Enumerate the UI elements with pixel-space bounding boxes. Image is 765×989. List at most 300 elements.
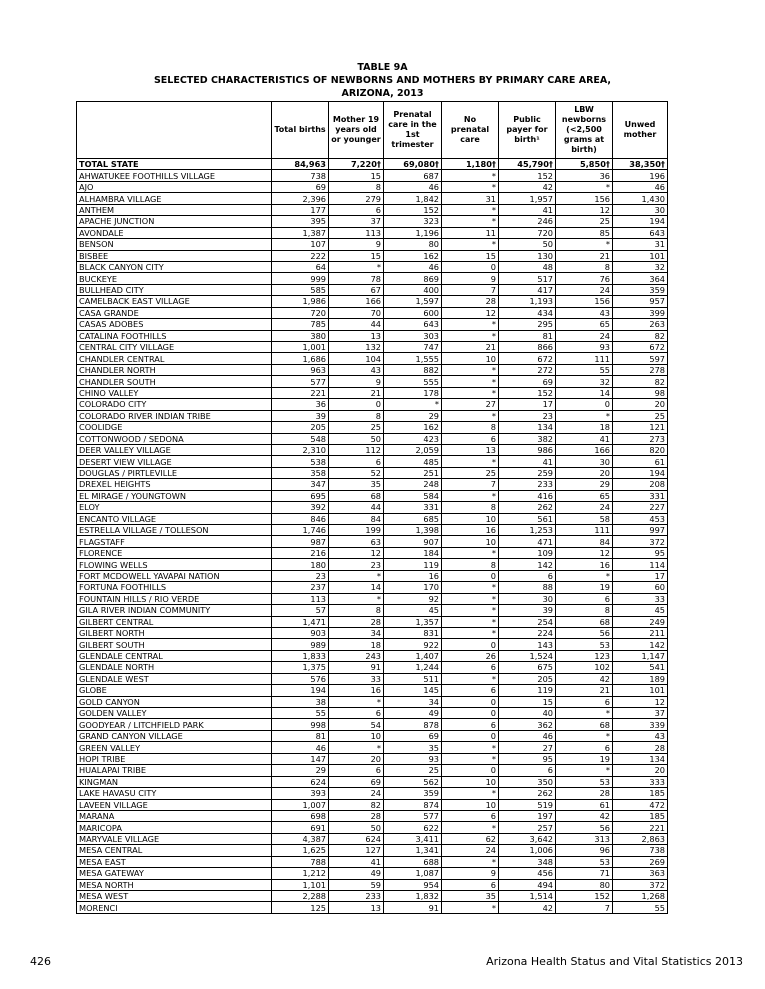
table-row — [77, 799, 668, 810]
value-cell: 1,842 — [384, 193, 442, 204]
value-cell: 25 — [613, 410, 668, 421]
value-cell: 178 — [384, 387, 442, 398]
value-cell: 32 — [556, 376, 613, 387]
area-name-cell: CASA GRANDE — [77, 307, 272, 318]
value-cell: 216 — [272, 547, 329, 558]
table-row — [77, 673, 668, 684]
table-row — [77, 788, 668, 799]
value-cell: 19 — [556, 753, 613, 764]
value-cell: 67 — [329, 284, 384, 295]
value-cell: 82 — [329, 799, 384, 810]
value-cell: 50 — [329, 433, 384, 444]
value-cell: 561 — [499, 513, 556, 524]
table-row — [77, 582, 668, 593]
value-cell: 41 — [499, 456, 556, 467]
value-cell: 55 — [556, 364, 613, 375]
area-name-cell: DOUGLAS / PIRTLEVILLE — [77, 467, 272, 478]
table-subtitle: SELECTED CHARACTERISTICS OF NEWBORNS AND MOTHERS BY PRIMARY CARE AREA, — [153, 75, 612, 86]
area-name-cell: CHANDLER SOUTH — [77, 376, 272, 387]
area-name-cell: MORENCI — [77, 902, 272, 913]
value-cell: 24 — [556, 330, 613, 341]
value-cell: 30 — [499, 593, 556, 604]
value-cell: 16 — [384, 570, 442, 581]
table-row — [77, 444, 668, 455]
value-cell: 541 — [613, 662, 668, 673]
table-row — [77, 284, 668, 295]
value-cell: 1,407 — [384, 650, 442, 661]
value-cell: 597 — [613, 353, 668, 364]
value-cell: 82 — [613, 376, 668, 387]
value-cell: 156 — [556, 193, 613, 204]
data-table — [76, 101, 668, 914]
value-cell: 33 — [329, 673, 384, 684]
value-cell: 372 — [613, 879, 668, 890]
value-cell: 33 — [613, 593, 668, 604]
area-name-cell: GREEN VALLEY — [77, 742, 272, 753]
value-cell: 1,524 — [499, 650, 556, 661]
value-cell: * — [442, 387, 499, 398]
value-cell: 28 — [329, 810, 384, 821]
value-cell: 57 — [272, 605, 329, 616]
value-cell: 185 — [613, 788, 668, 799]
header-no-prenatal: No prenatal care — [442, 102, 499, 159]
value-cell: * — [442, 627, 499, 638]
area-name-cell: MARICOPA — [77, 822, 272, 833]
value-cell: * — [442, 902, 499, 913]
area-name-cell: BENSON — [77, 239, 272, 250]
value-cell: 30 — [556, 456, 613, 467]
value-cell: 233 — [329, 891, 384, 902]
value-cell: * — [556, 410, 613, 421]
value-cell: 350 — [499, 776, 556, 787]
value-cell: 69 — [384, 730, 442, 741]
value-cell: 42 — [556, 673, 613, 684]
value-cell: 9 — [442, 273, 499, 284]
value-cell: 989 — [272, 639, 329, 650]
value-cell: 584 — [384, 490, 442, 501]
table-row — [77, 627, 668, 638]
value-cell: 55 — [272, 708, 329, 719]
table-row — [77, 467, 668, 478]
table-row — [77, 159, 668, 170]
value-cell: 58 — [556, 513, 613, 524]
value-cell: 49 — [384, 708, 442, 719]
table-row — [77, 353, 668, 364]
value-cell: 13 — [329, 330, 384, 341]
value-cell: 134 — [613, 753, 668, 764]
area-name-cell: ENCANTO VILLAGE — [77, 513, 272, 524]
area-name-cell: ALHAMBRA VILLAGE — [77, 193, 272, 204]
area-name-cell: DEER VALLEY VILLAGE — [77, 444, 272, 455]
value-cell: 113 — [329, 227, 384, 238]
value-cell: 1,746 — [272, 525, 329, 536]
value-cell: 56 — [556, 627, 613, 638]
value-cell: 134 — [499, 422, 556, 433]
value-cell: 7 — [442, 284, 499, 295]
value-cell: 576 — [272, 673, 329, 684]
value-cell: 62 — [442, 833, 499, 844]
value-cell: 262 — [499, 788, 556, 799]
value-cell: 98 — [613, 387, 668, 398]
value-cell: * — [442, 330, 499, 341]
area-name-cell: BISBEE — [77, 250, 272, 261]
value-cell: 42 — [556, 810, 613, 821]
value-cell: 68 — [329, 490, 384, 501]
area-name-cell: HOPI TRIBE — [77, 753, 272, 764]
value-cell: 738 — [272, 170, 329, 181]
value-cell: 1,514 — [499, 891, 556, 902]
value-cell: 19 — [556, 582, 613, 593]
value-cell: 1,387 — [272, 227, 329, 238]
value-cell: 720 — [499, 227, 556, 238]
value-cell: 65 — [556, 319, 613, 330]
value-cell: 20 — [613, 399, 668, 410]
value-cell: 600 — [384, 307, 442, 318]
value-cell: 24 — [442, 845, 499, 856]
value-cell: * — [556, 765, 613, 776]
value-cell: 132 — [329, 342, 384, 353]
value-cell: 511 — [384, 673, 442, 684]
table-row — [77, 216, 668, 227]
value-cell: 485 — [384, 456, 442, 467]
value-cell: 269 — [613, 856, 668, 867]
value-cell: 785 — [272, 319, 329, 330]
area-name-cell: CENTRAL CITY VILLAGE — [77, 342, 272, 353]
value-cell: 1,087 — [384, 868, 442, 879]
value-cell: * — [442, 856, 499, 867]
value-cell: 254 — [499, 616, 556, 627]
value-cell: 10 — [442, 353, 499, 364]
value-cell: 170 — [384, 582, 442, 593]
value-cell: 15 — [329, 170, 384, 181]
value-cell: 42 — [499, 181, 556, 192]
value-cell: 53 — [556, 776, 613, 787]
table-row — [77, 181, 668, 192]
table-row — [77, 502, 668, 513]
value-cell: 41 — [556, 433, 613, 444]
value-cell: 152 — [499, 170, 556, 181]
value-cell: 0 — [556, 399, 613, 410]
value-cell: 643 — [384, 319, 442, 330]
value-cell: 224 — [499, 627, 556, 638]
table-row — [77, 662, 668, 673]
value-cell: 295 — [499, 319, 556, 330]
value-cell: * — [442, 490, 499, 501]
value-cell: 60 — [613, 582, 668, 593]
value-cell: 35 — [442, 891, 499, 902]
value-cell: 1,957 — [499, 193, 556, 204]
value-cell: 69,080† — [384, 159, 442, 170]
value-cell: 194 — [613, 467, 668, 478]
value-cell: 347 — [272, 479, 329, 490]
value-cell: 28 — [613, 742, 668, 753]
value-cell: 1,007 — [272, 799, 329, 810]
value-cell: 1,341 — [384, 845, 442, 856]
value-cell: 417 — [499, 284, 556, 295]
area-name-cell: BULLHEAD CITY — [77, 284, 272, 295]
value-cell: 257 — [499, 822, 556, 833]
table-row — [77, 650, 668, 661]
value-cell: 39 — [272, 410, 329, 421]
value-cell: 6 — [499, 570, 556, 581]
value-cell: 8 — [442, 559, 499, 570]
value-cell: 382 — [499, 433, 556, 444]
value-cell: 262 — [499, 502, 556, 513]
value-cell: * — [442, 673, 499, 684]
value-cell: * — [329, 570, 384, 581]
value-cell: 112 — [329, 444, 384, 455]
value-cell: 1,101 — [272, 879, 329, 890]
value-cell: 35 — [329, 479, 384, 490]
value-cell: 205 — [272, 422, 329, 433]
value-cell: 125 — [272, 902, 329, 913]
value-cell: 91 — [384, 902, 442, 913]
value-cell: 54 — [329, 719, 384, 730]
value-cell: 1,832 — [384, 891, 442, 902]
table-row — [77, 490, 668, 501]
value-cell: 69 — [272, 181, 329, 192]
value-cell: 237 — [272, 582, 329, 593]
value-cell: 107 — [272, 239, 329, 250]
value-cell: 866 — [499, 342, 556, 353]
value-cell: 38,350† — [613, 159, 668, 170]
value-cell: 363 — [613, 868, 668, 879]
value-cell: 12 — [556, 204, 613, 215]
value-cell: 263 — [613, 319, 668, 330]
value-cell: 6 — [556, 742, 613, 753]
table-row — [77, 570, 668, 581]
table-row — [77, 593, 668, 604]
value-cell: 23 — [329, 559, 384, 570]
value-cell: 121 — [613, 422, 668, 433]
value-cell: 348 — [499, 856, 556, 867]
value-cell: * — [442, 605, 499, 616]
table-title: TABLE 9A — [357, 62, 408, 73]
value-cell: 35 — [384, 742, 442, 753]
table-row — [77, 170, 668, 181]
value-cell: 7,220† — [329, 159, 384, 170]
value-cell: 41 — [329, 856, 384, 867]
value-cell: 878 — [384, 719, 442, 730]
value-cell: 687 — [384, 170, 442, 181]
value-cell: 143 — [499, 639, 556, 650]
area-name-cell: GRAND CANYON VILLAGE — [77, 730, 272, 741]
value-cell: 162 — [384, 250, 442, 261]
table-row — [77, 227, 668, 238]
value-cell: 1,006 — [499, 845, 556, 856]
value-cell: 68 — [556, 616, 613, 627]
area-name-cell: GLENDALE NORTH — [77, 662, 272, 673]
value-cell: 3,642 — [499, 833, 556, 844]
value-cell: 0 — [442, 730, 499, 741]
table-row — [77, 536, 668, 547]
value-cell: 23 — [499, 410, 556, 421]
value-cell: 184 — [384, 547, 442, 558]
value-cell: 84 — [329, 513, 384, 524]
table-row — [77, 296, 668, 307]
value-cell: * — [556, 708, 613, 719]
value-cell: 29 — [556, 479, 613, 490]
area-name-cell: MESA GATEWAY — [77, 868, 272, 879]
table-row — [77, 513, 668, 524]
value-cell: 24 — [556, 284, 613, 295]
value-cell: 101 — [613, 685, 668, 696]
value-cell: 233 — [499, 479, 556, 490]
header-mother-19: Mother 19 years old or younger — [329, 102, 384, 159]
value-cell: 194 — [272, 685, 329, 696]
value-cell: 104 — [329, 353, 384, 364]
value-cell: * — [442, 753, 499, 764]
value-cell: 1,686 — [272, 353, 329, 364]
value-cell: * — [442, 742, 499, 753]
area-name-cell: GILBERT SOUTH — [77, 639, 272, 650]
value-cell: 2,288 — [272, 891, 329, 902]
value-cell: * — [442, 181, 499, 192]
value-cell: 111 — [556, 525, 613, 536]
value-cell: 43 — [329, 364, 384, 375]
value-cell: 987 — [272, 536, 329, 547]
value-cell: 331 — [613, 490, 668, 501]
value-cell: 6 — [329, 708, 384, 719]
value-cell: 76 — [556, 273, 613, 284]
value-cell: 672 — [499, 353, 556, 364]
table-row — [77, 342, 668, 353]
table-row — [77, 399, 668, 410]
value-cell: 29 — [384, 410, 442, 421]
table-row — [77, 891, 668, 902]
value-cell: 152 — [384, 204, 442, 215]
value-cell: 1,193 — [499, 296, 556, 307]
value-cell: 142 — [499, 559, 556, 570]
value-cell: 1,268 — [613, 891, 668, 902]
value-cell: * — [442, 410, 499, 421]
value-cell: 46 — [384, 181, 442, 192]
value-cell: 882 — [384, 364, 442, 375]
value-cell: 6 — [329, 204, 384, 215]
value-cell: 88 — [499, 582, 556, 593]
value-cell: 152 — [556, 891, 613, 902]
value-cell: 53 — [556, 856, 613, 867]
area-name-cell: CATALINA FOOTHILLS — [77, 330, 272, 341]
value-cell: 8 — [556, 261, 613, 272]
value-cell: 243 — [329, 650, 384, 661]
value-cell: 519 — [499, 799, 556, 810]
value-cell: 34 — [384, 696, 442, 707]
value-cell: 208 — [613, 479, 668, 490]
value-cell: 624 — [272, 776, 329, 787]
value-cell: 36 — [272, 399, 329, 410]
value-cell: 1,253 — [499, 525, 556, 536]
value-cell: 177 — [272, 204, 329, 215]
value-cell: 555 — [384, 376, 442, 387]
area-name-cell: LAVEEN VILLAGE — [77, 799, 272, 810]
value-cell: * — [442, 616, 499, 627]
area-name-cell: EL MIRAGE / YOUNGTOWN — [77, 490, 272, 501]
value-cell: 11 — [442, 227, 499, 238]
header-row — [77, 102, 668, 159]
value-cell: 101 — [613, 250, 668, 261]
value-cell: 92 — [384, 593, 442, 604]
value-cell: 7 — [556, 902, 613, 913]
area-name-cell: CAMELBACK EAST VILLAGE — [77, 296, 272, 307]
value-cell: 28 — [556, 788, 613, 799]
table-row — [77, 868, 668, 879]
value-cell: 0 — [442, 708, 499, 719]
value-cell: 6 — [442, 879, 499, 890]
value-cell: 80 — [384, 239, 442, 250]
table-row — [77, 765, 668, 776]
table-row — [77, 330, 668, 341]
value-cell: 494 — [499, 879, 556, 890]
value-cell: 21 — [556, 250, 613, 261]
value-cell: 44 — [329, 319, 384, 330]
value-cell: 1,471 — [272, 616, 329, 627]
value-cell: 698 — [272, 810, 329, 821]
value-cell: 12 — [556, 547, 613, 558]
value-cell: 12 — [613, 696, 668, 707]
value-cell: 695 — [272, 490, 329, 501]
value-cell: 32 — [613, 261, 668, 272]
value-cell: 6 — [329, 765, 384, 776]
area-name-cell: AHWATUKEE FOOTHILLS VILLAGE — [77, 170, 272, 181]
value-cell: 538 — [272, 456, 329, 467]
value-cell: 1,196 — [384, 227, 442, 238]
header-public-payer: Public payer for birth¹ — [499, 102, 556, 159]
area-name-cell: KINGMAN — [77, 776, 272, 787]
value-cell: 61 — [556, 799, 613, 810]
area-name-cell: TOTAL STATE — [77, 159, 272, 170]
area-name-cell: CHANDLER NORTH — [77, 364, 272, 375]
value-cell: 166 — [556, 444, 613, 455]
table-row — [77, 810, 668, 821]
value-cell: 17 — [499, 399, 556, 410]
value-cell: 84,963 — [272, 159, 329, 170]
value-cell: 21 — [329, 387, 384, 398]
value-cell: 46 — [272, 742, 329, 753]
value-cell: 6 — [556, 593, 613, 604]
value-cell: 0 — [329, 399, 384, 410]
table-row — [77, 753, 668, 764]
area-name-cell: FORTUNA FOOTHILLS — [77, 582, 272, 593]
value-cell: 49 — [329, 868, 384, 879]
value-cell: 31 — [442, 193, 499, 204]
value-cell: 869 — [384, 273, 442, 284]
value-cell: 2,396 — [272, 193, 329, 204]
value-cell: * — [329, 742, 384, 753]
value-cell: 13 — [329, 902, 384, 913]
value-cell: 339 — [613, 719, 668, 730]
value-cell: 1,430 — [613, 193, 668, 204]
value-cell: 95 — [499, 753, 556, 764]
value-cell: 24 — [556, 502, 613, 513]
table-row — [77, 708, 668, 719]
value-cell: 25 — [556, 216, 613, 227]
value-cell: 130 — [499, 250, 556, 261]
area-name-cell: GLENDALE WEST — [77, 673, 272, 684]
value-cell: 907 — [384, 536, 442, 547]
value-cell: 102 — [556, 662, 613, 673]
value-cell: 119 — [499, 685, 556, 696]
value-cell: 46 — [384, 261, 442, 272]
table-row — [77, 696, 668, 707]
value-cell: 331 — [384, 502, 442, 513]
value-cell: 56 — [556, 822, 613, 833]
value-cell: 221 — [272, 387, 329, 398]
value-cell: 0 — [442, 261, 499, 272]
value-cell: 2,310 — [272, 444, 329, 455]
value-cell: 52 — [329, 467, 384, 478]
value-cell: * — [442, 376, 499, 387]
